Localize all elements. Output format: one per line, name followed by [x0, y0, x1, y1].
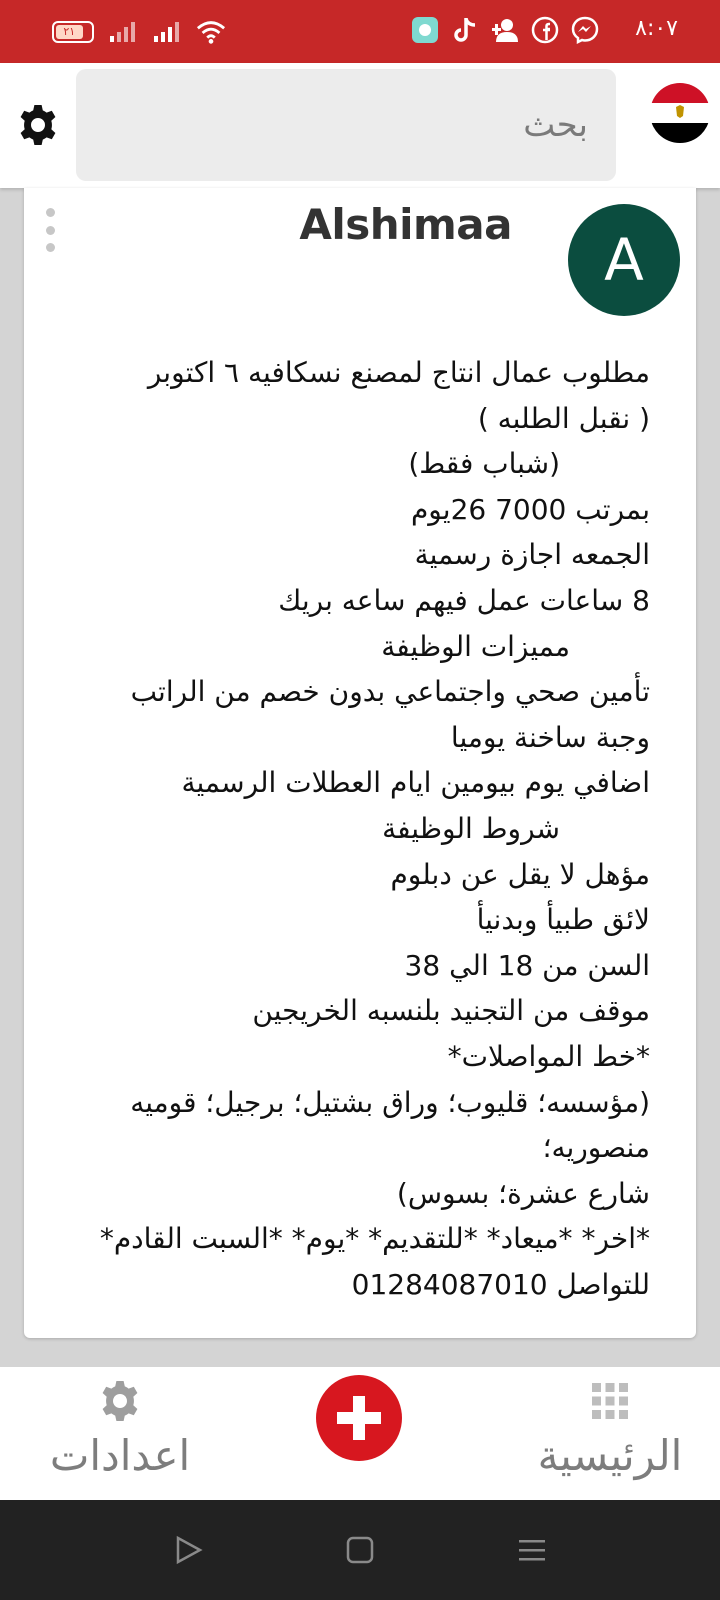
nav-home[interactable] — [510, 1377, 710, 1480]
more-options-icon[interactable] — [44, 208, 56, 252]
post-line: السن من 18 الي 38 — [404, 948, 650, 982]
tiktok-icon — [450, 16, 480, 44]
post-line: بمرتب 7000 26يوم — [410, 492, 650, 526]
post-line: (مؤسسه؛ قليوب؛ وراق بشتيل؛ برجيل؛ قوميه — [130, 1085, 650, 1119]
add-post-button[interactable] — [316, 1375, 402, 1461]
nav-home-label: الرئيسية — [537, 1431, 683, 1480]
post-line: وجبة ساخنة يوميا — [450, 720, 650, 754]
app-header — [0, 63, 720, 188]
post-line: اضافي يوم بيومين ايام العطلات الرسمية — [181, 766, 650, 800]
post-line: منصوريه؛ — [542, 1131, 650, 1165]
post-line: شروط الوظيفة — [382, 811, 560, 845]
system-nav-bar — [0, 1500, 720, 1600]
app-icon — [410, 16, 440, 44]
post-line: لائق طبيأ وبدنيأ — [476, 903, 650, 937]
nav-settings-label: اعدادات — [49, 1431, 191, 1480]
egypt-flag-icon[interactable] — [650, 83, 710, 143]
menu-icon[interactable] — [516, 1534, 548, 1566]
gear-icon[interactable] — [14, 101, 62, 149]
post-line: تأمين صحي واجتماعي بدون خصم من الراتب — [130, 675, 650, 709]
facebook-icon — [530, 16, 560, 44]
post-line: (شباب فقط) — [408, 447, 560, 481]
signal-icon — [152, 18, 182, 46]
post-line: *خط المواصلات* — [447, 1039, 650, 1073]
post-line: مطلوب عمال انتاج لمصنع نسكافيه ٦ اكتوبر — [147, 356, 650, 389]
gear-icon — [96, 1377, 144, 1425]
search-bar[interactable] — [76, 69, 616, 181]
post-line: *اخر* *ميعاد* *للتقديم* *يوم* *السبت القادم* — [99, 1222, 650, 1256]
battery-level: ٢١ — [56, 25, 83, 39]
post-card — [24, 188, 696, 1338]
post-line: للتواصل 01284087010 — [351, 1267, 650, 1301]
nav-settings[interactable] — [20, 1377, 220, 1480]
post-body — [50, 350, 650, 1307]
add-contact-icon — [490, 16, 520, 44]
messenger-icon — [570, 16, 600, 44]
status-icons-left — [52, 18, 226, 46]
post-line: الجمعه اجازة رسمية — [414, 538, 650, 572]
post-line: موقف من التجنيد بلنسبه الخريجين — [252, 994, 650, 1028]
signal-icon — [108, 18, 138, 46]
post-line: 8 ساعات عمل فيهم ساعه بريك — [278, 583, 650, 617]
status-bar — [0, 0, 720, 63]
home-icon[interactable] — [344, 1534, 376, 1566]
notification-icons — [410, 16, 600, 44]
post-line: ( نقبل الطلبه ) — [477, 401, 650, 435]
author-name[interactable]: Alshimaa — [299, 200, 512, 249]
grid-icon — [586, 1377, 634, 1425]
battery-icon — [52, 21, 94, 43]
search-input[interactable] — [76, 69, 616, 181]
wifi-icon — [196, 18, 226, 46]
clock: ٨:٠٧ — [635, 16, 678, 41]
plus-icon — [331, 1390, 387, 1446]
post-line: مؤهل لا يقل عن دبلوم — [390, 857, 650, 891]
back-icon[interactable] — [172, 1534, 204, 1566]
post-line: شارع عشرة؛ بسوس) — [396, 1176, 650, 1210]
bottom-nav — [0, 1367, 720, 1500]
post-line: مميزات الوظيفة — [381, 629, 570, 663]
avatar[interactable]: A — [568, 204, 680, 316]
